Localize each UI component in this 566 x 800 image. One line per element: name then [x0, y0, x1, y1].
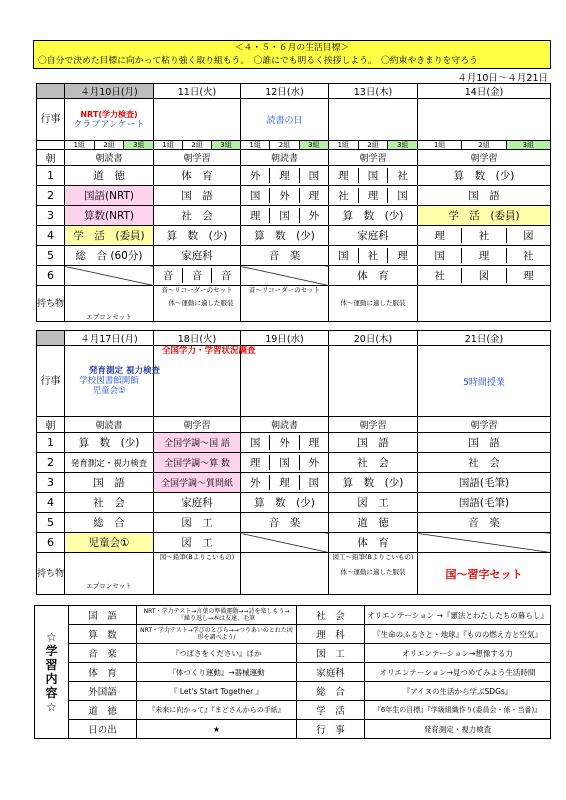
carry-item: エプロンセット — [65, 553, 154, 595]
lesson-split: 国 外 理 — [241, 435, 328, 450]
lesson-cell: 社 会 — [329, 453, 418, 473]
carry-item: 図～鉛筆(Bよりこいもの) — [154, 553, 241, 595]
life-goals-banner — [33, 40, 551, 69]
lesson-split: 音 音 音 — [154, 268, 240, 283]
lesson-cell: 学 活 (委員) — [65, 226, 154, 246]
lesson-split: 国 社 理 — [329, 248, 417, 263]
morning-activity: 朝学習 — [329, 150, 418, 166]
event-cell — [65, 346, 160, 417]
week2-schedule — [36, 330, 551, 595]
period-number: 3 — [37, 473, 65, 493]
day-header: ４月10日(月) — [65, 84, 154, 99]
learning-title: ☆学習内容☆ — [35, 606, 69, 739]
day-header: 21日(金) — [418, 331, 551, 346]
period-number: 5 — [37, 513, 65, 533]
carry-item: 国～習字セット — [418, 553, 551, 595]
subject-label: 図 工 — [297, 644, 365, 663]
lesson-cell: 国語(毛筆) — [418, 493, 551, 513]
date-range: ４月10日～４月21日 — [457, 73, 548, 84]
lesson-cell: 音 楽 — [241, 246, 329, 266]
lesson-cell: 全国学調～国 語 — [154, 433, 241, 453]
lesson-cell: 体 育 — [154, 166, 241, 186]
day-header: 19日(水) — [241, 331, 329, 346]
event-national-test: 全国学力・学習状況調査 — [162, 346, 256, 356]
event-library-open: 学校図書館開館 — [79, 376, 139, 386]
subject-label: 外国語 — [69, 682, 137, 701]
carry-item — [418, 286, 551, 322]
subject-content: 『未来に向かって』『まどさんからの手紙』 — [137, 701, 297, 720]
carry-item — [241, 553, 329, 595]
lesson-cell: 発育測定・視力検査 — [65, 453, 154, 473]
period-number: 6 — [37, 533, 65, 553]
morning-label: 朝 — [37, 150, 65, 166]
subject-label: 体 育 — [69, 663, 137, 682]
subject-content: 『つばさをください』ほか — [137, 644, 297, 663]
lesson-split: 国 外 理 — [241, 188, 328, 203]
lesson-cell: 総 合 — [65, 513, 154, 533]
event-cell — [65, 99, 154, 141]
lesson-cell: 社 会 — [65, 493, 154, 513]
lesson-cell: 音 楽 — [418, 513, 551, 533]
lesson-cell: 家庭科 — [154, 246, 241, 266]
lesson-cell: 国 語 — [418, 186, 551, 206]
subject-label: 算 数 — [69, 625, 137, 644]
lesson-cell: 全国学調～質問紙 — [154, 473, 241, 493]
lesson-cell: 道 徳 — [65, 166, 154, 186]
class-strip: 1組 2組 3組 — [329, 141, 417, 149]
day-header: 12日(水) — [241, 84, 329, 99]
lesson-cell: 算 数 (少) — [418, 166, 551, 186]
lesson-split: 国 理 社 — [418, 248, 550, 263]
day-header: ４月17日(月) — [65, 331, 154, 346]
subject-content: オリエンテーション→見つめてみよう生活時間 — [365, 663, 551, 682]
lesson-cell: 体 育 — [329, 266, 418, 286]
class-strip: 1組 2組 3組 — [418, 141, 550, 149]
subject-label: 総 合 — [297, 682, 365, 701]
lesson-cell: 家庭科 — [329, 226, 418, 246]
event-five-periods: 5時間授業 — [418, 346, 551, 417]
carry-label: 持ち物 — [37, 553, 65, 595]
lesson-cell: 国 語 — [154, 186, 241, 206]
morning-activity: 朝学習 — [154, 150, 241, 166]
week1-schedule — [36, 83, 551, 322]
class-strip: 1組 2組 3組 — [241, 141, 328, 149]
period-number: 4 — [37, 226, 65, 246]
subject-content: NRT・学力テスト→学びのとびら→→つりあいのとれた図形を調べよう/ — [137, 625, 297, 644]
event-reading-day: 読書の日 — [241, 99, 329, 141]
morning-activity: 朝読書 — [241, 417, 329, 433]
period-number: 2 — [37, 453, 65, 473]
period-number: 1 — [37, 433, 65, 453]
subject-label: 行 事 — [297, 720, 365, 739]
lesson-cell: 道 徳 — [329, 513, 418, 533]
event-cell — [329, 99, 418, 141]
subject-content: NRT・学力テスト→言葉の準備運動→→詩を楽しもう→『繰り返し→本は友達、毛筆 — [137, 606, 297, 625]
carry-item: 音～リコーダーのセット — [241, 286, 329, 322]
event-cell — [329, 346, 418, 417]
lesson-cell: 算 数 (少) — [65, 433, 154, 453]
event-cell — [154, 99, 241, 141]
lesson-cell: 算 数 (少) — [241, 493, 329, 513]
subject-content: 『生命のふるさと・地球』『ものの燃え方と空気』 — [365, 625, 551, 644]
period-number: 4 — [37, 493, 65, 513]
lesson-cell: 音 楽 — [241, 513, 329, 533]
lesson-cell: 算 数 (少) — [241, 226, 329, 246]
lesson-cell: 総 合 (60分) — [65, 246, 154, 266]
lesson-cell: 国 語 — [418, 433, 551, 453]
carry-item: エプロンセット — [65, 286, 154, 322]
event-student-council: 児童会① — [92, 386, 126, 396]
subject-label: 家庭科 — [297, 663, 365, 682]
event-cell — [154, 346, 256, 417]
morning-activity: 朝読書 — [65, 417, 154, 433]
period-number: 6 — [37, 266, 65, 286]
day-header: 11日(火) — [154, 84, 241, 99]
lesson-cell: 国語(毛筆) — [418, 473, 551, 493]
subject-content: 『 Let's Start Together 』 — [137, 682, 297, 701]
day-header: 13日(木) — [329, 84, 418, 99]
subject-content: 『アイヌの生活から学ぶSDGs』 — [365, 682, 551, 701]
lesson-cell: 算 数 (少) — [329, 206, 418, 226]
lesson-cell: 全国学調～算 数 — [154, 453, 241, 473]
lesson-split: 理 国 外 — [241, 208, 328, 223]
period-number: 2 — [37, 186, 65, 206]
lesson-cell: 国 語 — [65, 473, 154, 493]
class-label-corner — [37, 141, 65, 150]
event-club-survey: クラブアンケート — [73, 119, 145, 130]
lesson-cell: 体 育 — [329, 533, 418, 553]
period-number: 3 — [37, 206, 65, 226]
subject-label: 学 活 — [297, 701, 365, 720]
lesson-split: 外 理 国 — [241, 475, 328, 490]
event-cell — [241, 346, 329, 417]
morning-activity: 朝学習 — [329, 417, 418, 433]
star-icon: ★ — [137, 720, 297, 739]
subject-label: 道 徳 — [69, 701, 137, 720]
lesson-cell: 国語(NRT) — [65, 186, 154, 206]
no-lesson-cell — [65, 266, 154, 286]
events-label: 行事 — [37, 346, 65, 417]
morning-label: 朝 — [37, 417, 65, 433]
goals-title: ＜４・５・６月の生活目標＞ — [234, 43, 350, 53]
period-number: 1 — [37, 166, 65, 186]
subject-label: 音 楽 — [69, 644, 137, 663]
lesson-cell: 算 数 (少) — [329, 473, 418, 493]
lesson-cell: 図 工 — [154, 533, 241, 553]
day-header: 14日(金) — [418, 84, 551, 99]
carry-item: 体～運動に適した服装 — [329, 286, 418, 322]
header-corner — [37, 331, 65, 346]
class-strip: 1組 2組 3組 — [65, 141, 153, 149]
event-health-check: 発育測定 視力検査 — [89, 366, 160, 376]
event-cell — [418, 99, 551, 141]
period-number: 5 — [37, 246, 65, 266]
no-lesson-cell — [241, 266, 329, 286]
subject-content: 発育測定・視力検査 — [365, 720, 551, 739]
lesson-cell: 社 会 — [418, 453, 551, 473]
subject-content: 『6年生の目標』『学級組織作り(委員会・係・当番)』 — [365, 701, 551, 720]
subject-label: 国 語 — [69, 606, 137, 625]
lesson-cell: 図 工 — [329, 493, 418, 513]
event-nrt: NRT(学力検査) — [80, 109, 138, 119]
subject-content: オリエンテーション→想像する力 — [365, 644, 551, 663]
events-label: 行事 — [37, 99, 65, 141]
carry-label: 持ち物 — [37, 286, 65, 322]
lesson-split: 理 国 社 — [329, 168, 417, 183]
lesson-cell: 社 会 — [154, 206, 241, 226]
lesson-cell: 図 工 — [154, 513, 241, 533]
subject-label: 日の出 — [69, 720, 137, 739]
lesson-split: 外 理 国 — [241, 168, 328, 183]
lesson-split: 理 社 図 — [418, 228, 550, 243]
no-lesson-cell — [241, 533, 329, 553]
lesson-cell: 算 数 (少) — [154, 226, 241, 246]
morning-activity: 朝学習 — [154, 417, 241, 433]
subject-label: 理 科 — [297, 625, 365, 644]
day-header: 20日(木) — [329, 331, 418, 346]
day-header: 18日(火) — [154, 331, 241, 346]
carry-item: 図工～鉛筆(Bよりこいもの) 体～運動に適した服装 — [329, 553, 418, 595]
lesson-split: 社 理 国 — [329, 188, 417, 203]
lesson-split: 理 国 外 — [241, 455, 328, 470]
morning-activity: 朝学習 — [418, 417, 551, 433]
lesson-cell: 算数(NRT) — [65, 206, 154, 226]
morning-activity: 朝学習 — [418, 150, 551, 166]
lesson-cell: 学 活 (委員) — [418, 206, 551, 226]
lesson-cell: 児童会① — [65, 533, 154, 553]
morning-activity: 朝読書 — [241, 150, 329, 166]
learning-content-table — [34, 605, 551, 739]
class-strip: 1組 2組 3組 — [154, 141, 240, 149]
lesson-cell: 家庭科 — [154, 493, 241, 513]
goals-body: 〇自分で決めた目標に向かって粘り強く取り組もう。 〇誰にでも明るく挨拶しよう。 〇約束やきまりを守ろう — [38, 56, 478, 66]
header-corner — [37, 84, 65, 99]
carry-item: 音～リコーダーのセット 体～運動に適した服装 — [154, 286, 241, 322]
lesson-cell: 国 語 — [329, 433, 418, 453]
subject-content: オリエンテーション →『憲法とわたしたちの暮らし』 — [365, 606, 551, 625]
morning-activity: 朝読書 — [65, 150, 154, 166]
no-lesson-cell — [418, 533, 551, 553]
lesson-split: 社 図 理 — [418, 268, 550, 283]
subject-label: 社 会 — [297, 606, 365, 625]
subject-content: 『体つくり運動』→器械運動 — [137, 663, 297, 682]
